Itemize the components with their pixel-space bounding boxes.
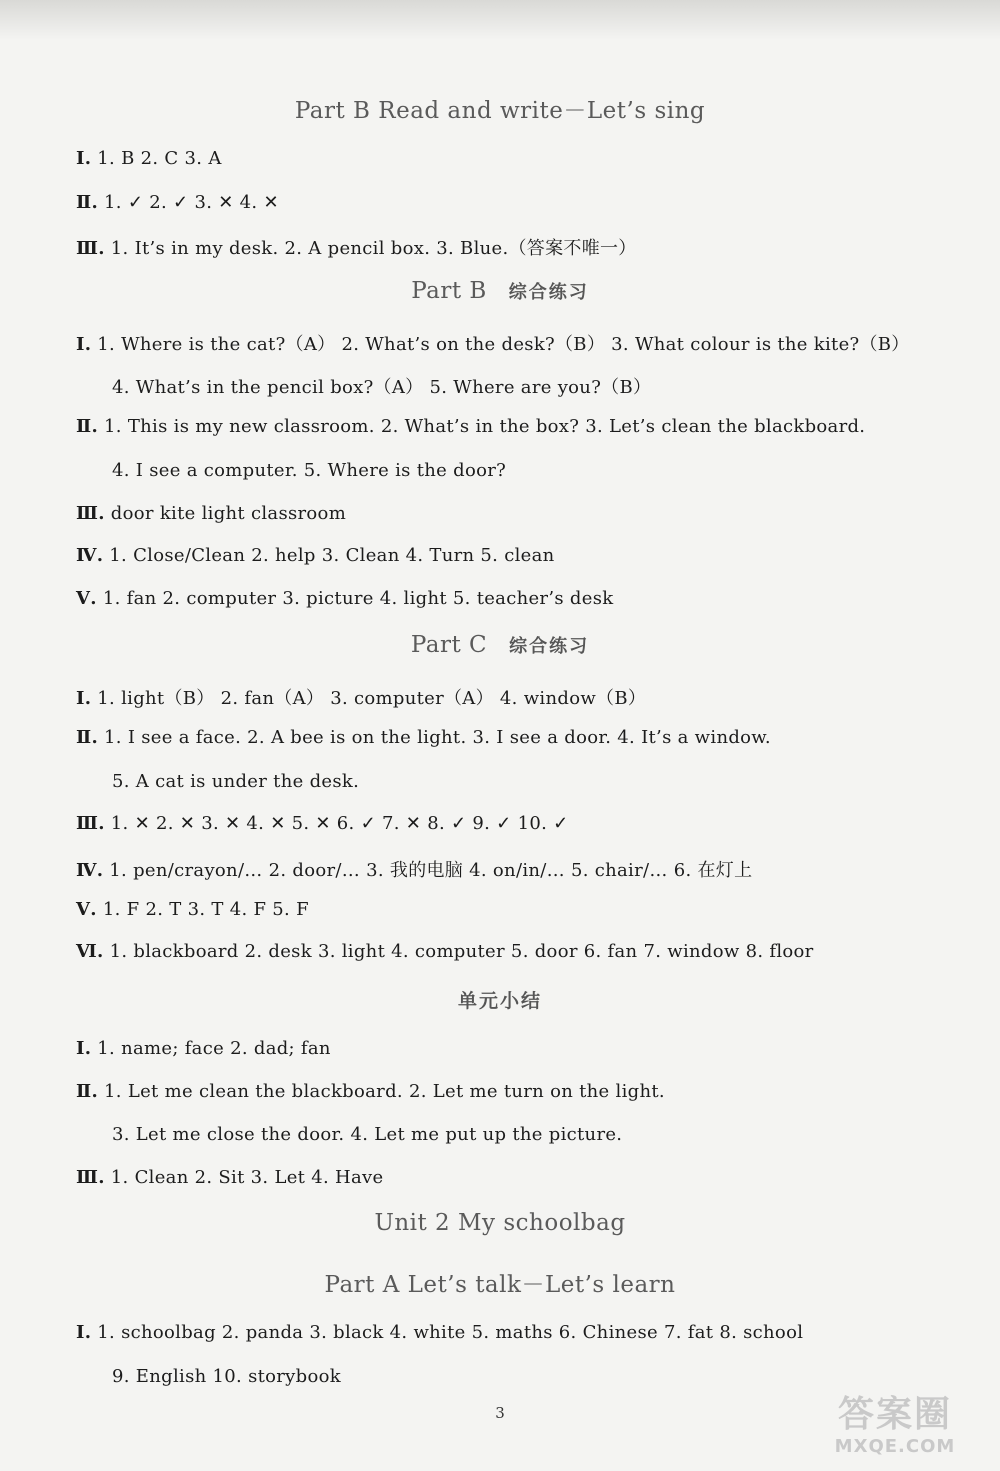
section-numeral: Ⅱ.	[76, 192, 99, 213]
answer-text: 1. F 2. T 3. T 4. F 5. F	[102, 899, 309, 920]
answer-line	[112, 373, 651, 399]
answer-text: 1. Let me clean the blackboard. 2. Let me turn on the light.	[104, 1081, 665, 1102]
watermark-url: MXQE.COM	[834, 1436, 956, 1457]
heading-part-c-cn: 综合练习	[509, 636, 590, 657]
section-numeral: Ⅰ.	[76, 1322, 92, 1343]
answer-text: 1. pen/crayon/… 2. door/… 3. 我的电脑 4. on/in/… 5. chair/… 6. 在灯上	[109, 860, 753, 881]
answer-text: 4. I see a computer. 5. Where is the door?	[112, 460, 507, 481]
answer-line	[76, 545, 555, 566]
section-numeral: Ⅲ.	[76, 238, 105, 259]
answer-text: 1. Clean 2. Sit 3. Let 4. Have	[110, 1167, 384, 1188]
answer-line	[76, 899, 309, 920]
section-numeral: Ⅴ.	[76, 899, 97, 920]
answer-line	[76, 684, 646, 710]
answer-text: 1. B 2. C 3. A	[97, 148, 222, 169]
watermark-text: 答案圈	[837, 1394, 952, 1435]
answer-text: 1. blackboard 2. desk 3. light 4. computer 5. door 6. fan 7. window 8. floor	[109, 941, 814, 962]
scan-edge	[0, 0, 1000, 40]
section-numeral: Ⅰ.	[76, 148, 92, 169]
section-numeral: Ⅰ.	[76, 688, 92, 709]
section-numeral: Ⅱ.	[76, 1081, 99, 1102]
answer-line	[76, 727, 771, 748]
answer-line	[112, 1366, 341, 1387]
answer-line	[76, 148, 222, 169]
answer-text: 1. light（B） 2. fan（A） 3. computer（A） 4. window（B）	[97, 688, 647, 709]
answer-text: 1. Where is the cat?（A） 2. What’s on the desk?（B） 3. What colour is the kite?（B）	[97, 334, 910, 355]
answer-text: 1. It’s in my desk. 2. A pencil box. 3. Blue.（答案不唯一）	[110, 238, 637, 259]
answer-line	[76, 588, 613, 609]
answer-line	[76, 941, 814, 962]
answer-text: 1. ✓ 2. ✓ 3. ✕ 4. ✕	[104, 192, 279, 213]
section-numeral: Ⅳ.	[76, 860, 104, 881]
answer-line	[76, 234, 637, 260]
answer-text: 5. A cat is under the desk.	[112, 771, 360, 792]
section-numeral: Ⅳ.	[76, 545, 104, 566]
answer-line	[76, 416, 865, 437]
page-number: 3	[495, 1404, 505, 1422]
answer-text: 1. ✕ 2. ✕ 3. ✕ 4. ✕ 5. ✕ 6. ✓ 7. ✕ 8. ✓ 9. ✓ 10. ✓	[110, 813, 569, 834]
heading-part-b-read-and-write: Part B Read and write－Let’s sing	[294, 98, 706, 124]
heading-part-a: Part A Let’s talk－Let’s learn	[324, 1272, 676, 1298]
answer-line	[76, 813, 569, 834]
section-numeral: Ⅱ.	[76, 416, 99, 437]
answer-line	[112, 1124, 622, 1145]
answer-line	[76, 856, 752, 882]
answer-line	[76, 192, 279, 213]
heading-part-b-cn: 综合练习	[508, 282, 589, 303]
answer-text: 1. schoolbag 2. panda 3. black 4. white 5. maths 6. Chinese 7. fat 8. school	[97, 1322, 804, 1343]
answer-text: 1. I see a face. 2. A bee is on the light. 3. I see a door. 4. It’s a window.	[104, 727, 771, 748]
answer-text: door kite light classroom	[110, 503, 347, 524]
heading-unit-2: Unit 2 My schoolbag	[374, 1210, 626, 1236]
section-numeral: Ⅴ.	[76, 588, 97, 609]
answer-line	[76, 1322, 803, 1343]
answer-text: 1. This is my new classroom. 2. What’s in the box? 3. Let’s clean the blackboard.	[104, 416, 866, 437]
answer-line	[76, 1167, 383, 1188]
watermark-logo	[800, 1395, 990, 1465]
answer-text: 3. Let me close the door. 4. Let me put up the picture.	[112, 1124, 623, 1145]
section-numeral: Ⅰ.	[76, 334, 92, 355]
section-numeral: Ⅰ.	[76, 1038, 92, 1059]
heading-part-b: Part B	[411, 278, 487, 304]
answer-line	[76, 330, 910, 356]
answer-text: 4. What’s in the pencil box?（A） 5. Where are you?（B）	[112, 377, 652, 398]
heading-unit-summary: 单元小结	[457, 990, 542, 1012]
answer-text: 1. fan 2. computer 3. picture 4. light 5. teacher’s desk	[102, 588, 614, 609]
heading-part-c-practice	[0, 632, 1000, 658]
answer-line	[76, 1038, 331, 1059]
section-numeral: Ⅲ.	[76, 1167, 105, 1188]
answer-line	[76, 503, 346, 524]
answer-text: 1. Close/Clean 2. help 3. Clean 4. Turn 5. clean	[109, 545, 555, 566]
section-numeral: Ⅱ.	[76, 727, 99, 748]
heading-part-c: Part C	[410, 632, 488, 658]
answer-line	[112, 460, 506, 481]
answer-line	[76, 1081, 665, 1102]
heading-part-b-practice	[0, 278, 1000, 304]
section-numeral: Ⅲ.	[76, 503, 105, 524]
answer-text: 1. name; face 2. dad; fan	[97, 1038, 331, 1059]
answer-line	[112, 771, 359, 792]
answer-text: 9. English 10. storybook	[112, 1366, 341, 1387]
section-numeral: Ⅲ.	[76, 813, 105, 834]
section-numeral: Ⅵ.	[76, 941, 104, 962]
